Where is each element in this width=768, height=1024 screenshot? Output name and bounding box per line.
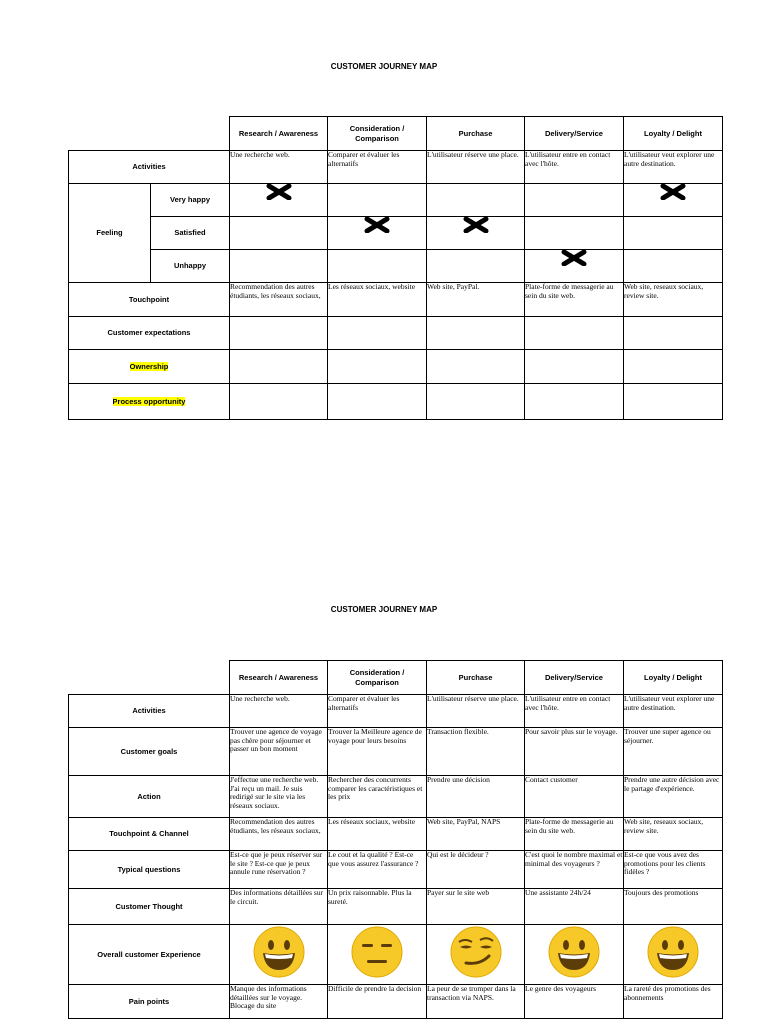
feeling-level-unhappy: Unhappy [151,250,230,283]
pain-point-cell: Le genre des voyageurs [525,985,624,1019]
row-label-touchpoint: Touchpoint [69,283,230,317]
action-cell: Prendre une autre décision avec le partage d'expérience. [624,776,723,818]
stage-header: Delivery/Service [525,117,624,151]
touchpoint-cell: Plate-forme de messagerie au sein du site web. [525,818,624,851]
touchpoint-cell: Les réseaux sociaux, website [328,818,427,851]
stage-header: Consideration / Comparison [328,661,427,695]
feeling-cell [525,217,624,250]
row-label-process [69,384,230,420]
pain-point-cell: La rareté des promotions des abonnements [624,985,723,1019]
page2-title: CUSTOMER JOURNEY MAP [330,605,438,614]
goal-cell: Trouver une super agence ou séjourner. [624,728,723,776]
journey-map-table-1 [68,116,723,420]
x-mark-icon [624,184,722,200]
action-cell: Contact customer [525,776,624,818]
feeling-cell [328,184,427,217]
question-cell: Le cout et la qualité ? Est-ce que vous assurez l'assurance ? [328,851,427,889]
touchpoint-cell: Web site, reseaux sociaux, review site. [624,283,723,317]
row-label-questions: Typical questions [69,851,230,889]
thought-cell: Payer sur le site web [427,889,525,925]
touchpoint-cell: Web site, reseaux sociaux, review site. [624,818,723,851]
thought-cell: Une assistante 24h/24 [525,889,624,925]
grinning-face-icon [646,925,700,979]
feeling-cell [230,250,328,283]
action-cell: Rechercher des concurrents comparer les caractéristiques et les prix [328,776,427,818]
journey-map-table-2 [68,660,723,1019]
feeling-level-satisfied: Satisfied [151,217,230,250]
row-label-touchpoint-channel: Touchpoint & Channel [69,818,230,851]
stage-header: Loyalty / Delight [624,661,723,695]
activity-cell: L'utilisateur réserve une place. [427,695,525,728]
grinning-face-icon [547,925,601,979]
smirking-face-icon [449,925,503,979]
feeling-cell [624,184,723,217]
experience-cell [328,925,427,985]
row-label-activities: Activities [69,695,230,728]
experience-cell [624,925,723,985]
pain-point-cell: La peur de se tromper dans la transaction via NAPS. [427,985,525,1019]
activity-cell: Une recherche web. [230,151,328,184]
row-label-goals: Customer goals [69,728,230,776]
feeling-cell [427,250,525,283]
touchpoint-cell: Recommendation des autres étudiants, les réseaux sociaux, [230,818,328,851]
touchpoint-cell: Les réseaux sociaux, website [328,283,427,317]
activity-cell: L'utilisateur entre en contact avec l'hôte. [525,695,624,728]
goal-cell: Trouver la Meilleure agence de voyage pour leurs besoins [328,728,427,776]
thought-cell: Des informations détaillées sur le circuit. [230,889,328,925]
feeling-cell [328,217,427,250]
process-opportunity-label: Process opportunity [112,396,186,406]
pain-point-cell: Difficile de prendre la decision [328,985,427,1019]
stage-header: Purchase [427,661,525,695]
stage-header: Delivery/Service [525,661,624,695]
activity-cell: L'utilisateur veut explorer une autre destination. [624,695,723,728]
experience-cell [230,925,328,985]
row-label-feeling: Feeling [69,184,151,283]
feeling-cell [328,250,427,283]
activity-cell: Comparer et évaluer les alternatifs [328,151,427,184]
action-cell: J'effectue une recherche web. J'ai reçu un mail. Je suis redirigé sur le site via les réseaux sociaux. [230,776,328,818]
stage-header: Loyalty / Delight [624,117,723,151]
experience-cell [427,925,525,985]
activity-cell: L'utilisateur entre en contact avec l'hôte. [525,151,624,184]
goal-cell: Trouver une agence de voyage pas chère pour séjourner et passer un bon moment [230,728,328,776]
goal-cell: Pour savoir plus sur le voyage. [525,728,624,776]
grinning-face-icon [252,925,306,979]
feeling-cell [427,217,525,250]
question-cell: Est-ce que je peux réserver sur le site ? Est-ce que je peux annule rune réservation ? [230,851,328,889]
row-label-ownership [69,350,230,384]
expressionless-face-icon [350,925,404,979]
ownership-label: Ownership [129,361,169,371]
x-mark-icon [525,250,623,266]
x-mark-icon [328,217,426,233]
x-mark-icon [427,217,524,233]
feeling-cell [427,184,525,217]
feeling-cell [624,217,723,250]
stage-header: Purchase [427,117,525,151]
row-label-experience: Overall customer Experience [69,925,230,985]
activity-cell: L'utilisateur réserve une place. [427,151,525,184]
action-cell: Prendre une décision [427,776,525,818]
activity-cell: Une recherche web. [230,695,328,728]
x-mark-icon [230,184,327,200]
question-cell: Est-ce que vous avez des promotions pour les clients fidèles ? [624,851,723,889]
feeling-cell [230,217,328,250]
goal-cell: Transaction flexible. [427,728,525,776]
touchpoint-cell: Web site, PayPal. [427,283,525,317]
activity-cell: Comparer et évaluer les alternatifs [328,695,427,728]
experience-cell [525,925,624,985]
question-cell: C'est quoi le nombre maximal et minimal des voyageurs ? [525,851,624,889]
row-label-action: Action [69,776,230,818]
thought-cell: Toujours des promotions [624,889,723,925]
touchpoint-cell: Plate-forme de messagerie au sein du site web. [525,283,624,317]
row-label-pain-points: Pain points [69,985,230,1019]
touchpoint-cell: Web site, PayPal, NAPS [427,818,525,851]
question-cell: Qui est le décideur ? [427,851,525,889]
page1-title: CUSTOMER JOURNEY MAP [330,62,438,71]
feeling-level-very-happy: Very happy [151,184,230,217]
stage-header: Consideration / Comparison [328,117,427,151]
feeling-cell [624,250,723,283]
feeling-cell [230,184,328,217]
activity-cell: L'utilisateur veut explorer une autre destination. [624,151,723,184]
thought-cell: Un prix raisonnable. Plus la sureté. [328,889,427,925]
stage-header: Research / Awareness [230,117,328,151]
feeling-cell [525,184,624,217]
touchpoint-cell: Recommendation des autres étudiants, les réseaux sociaux, [230,283,328,317]
row-label-thought: Customer Thought [69,889,230,925]
row-label-activities: Activities [69,151,230,184]
feeling-cell [525,250,624,283]
stage-header: Research / Awareness [230,661,328,695]
row-label-expectations: Customer expectations [69,317,230,350]
pain-point-cell: Manque des informations détaillées sur le voyage. Blocage du site [230,985,328,1019]
